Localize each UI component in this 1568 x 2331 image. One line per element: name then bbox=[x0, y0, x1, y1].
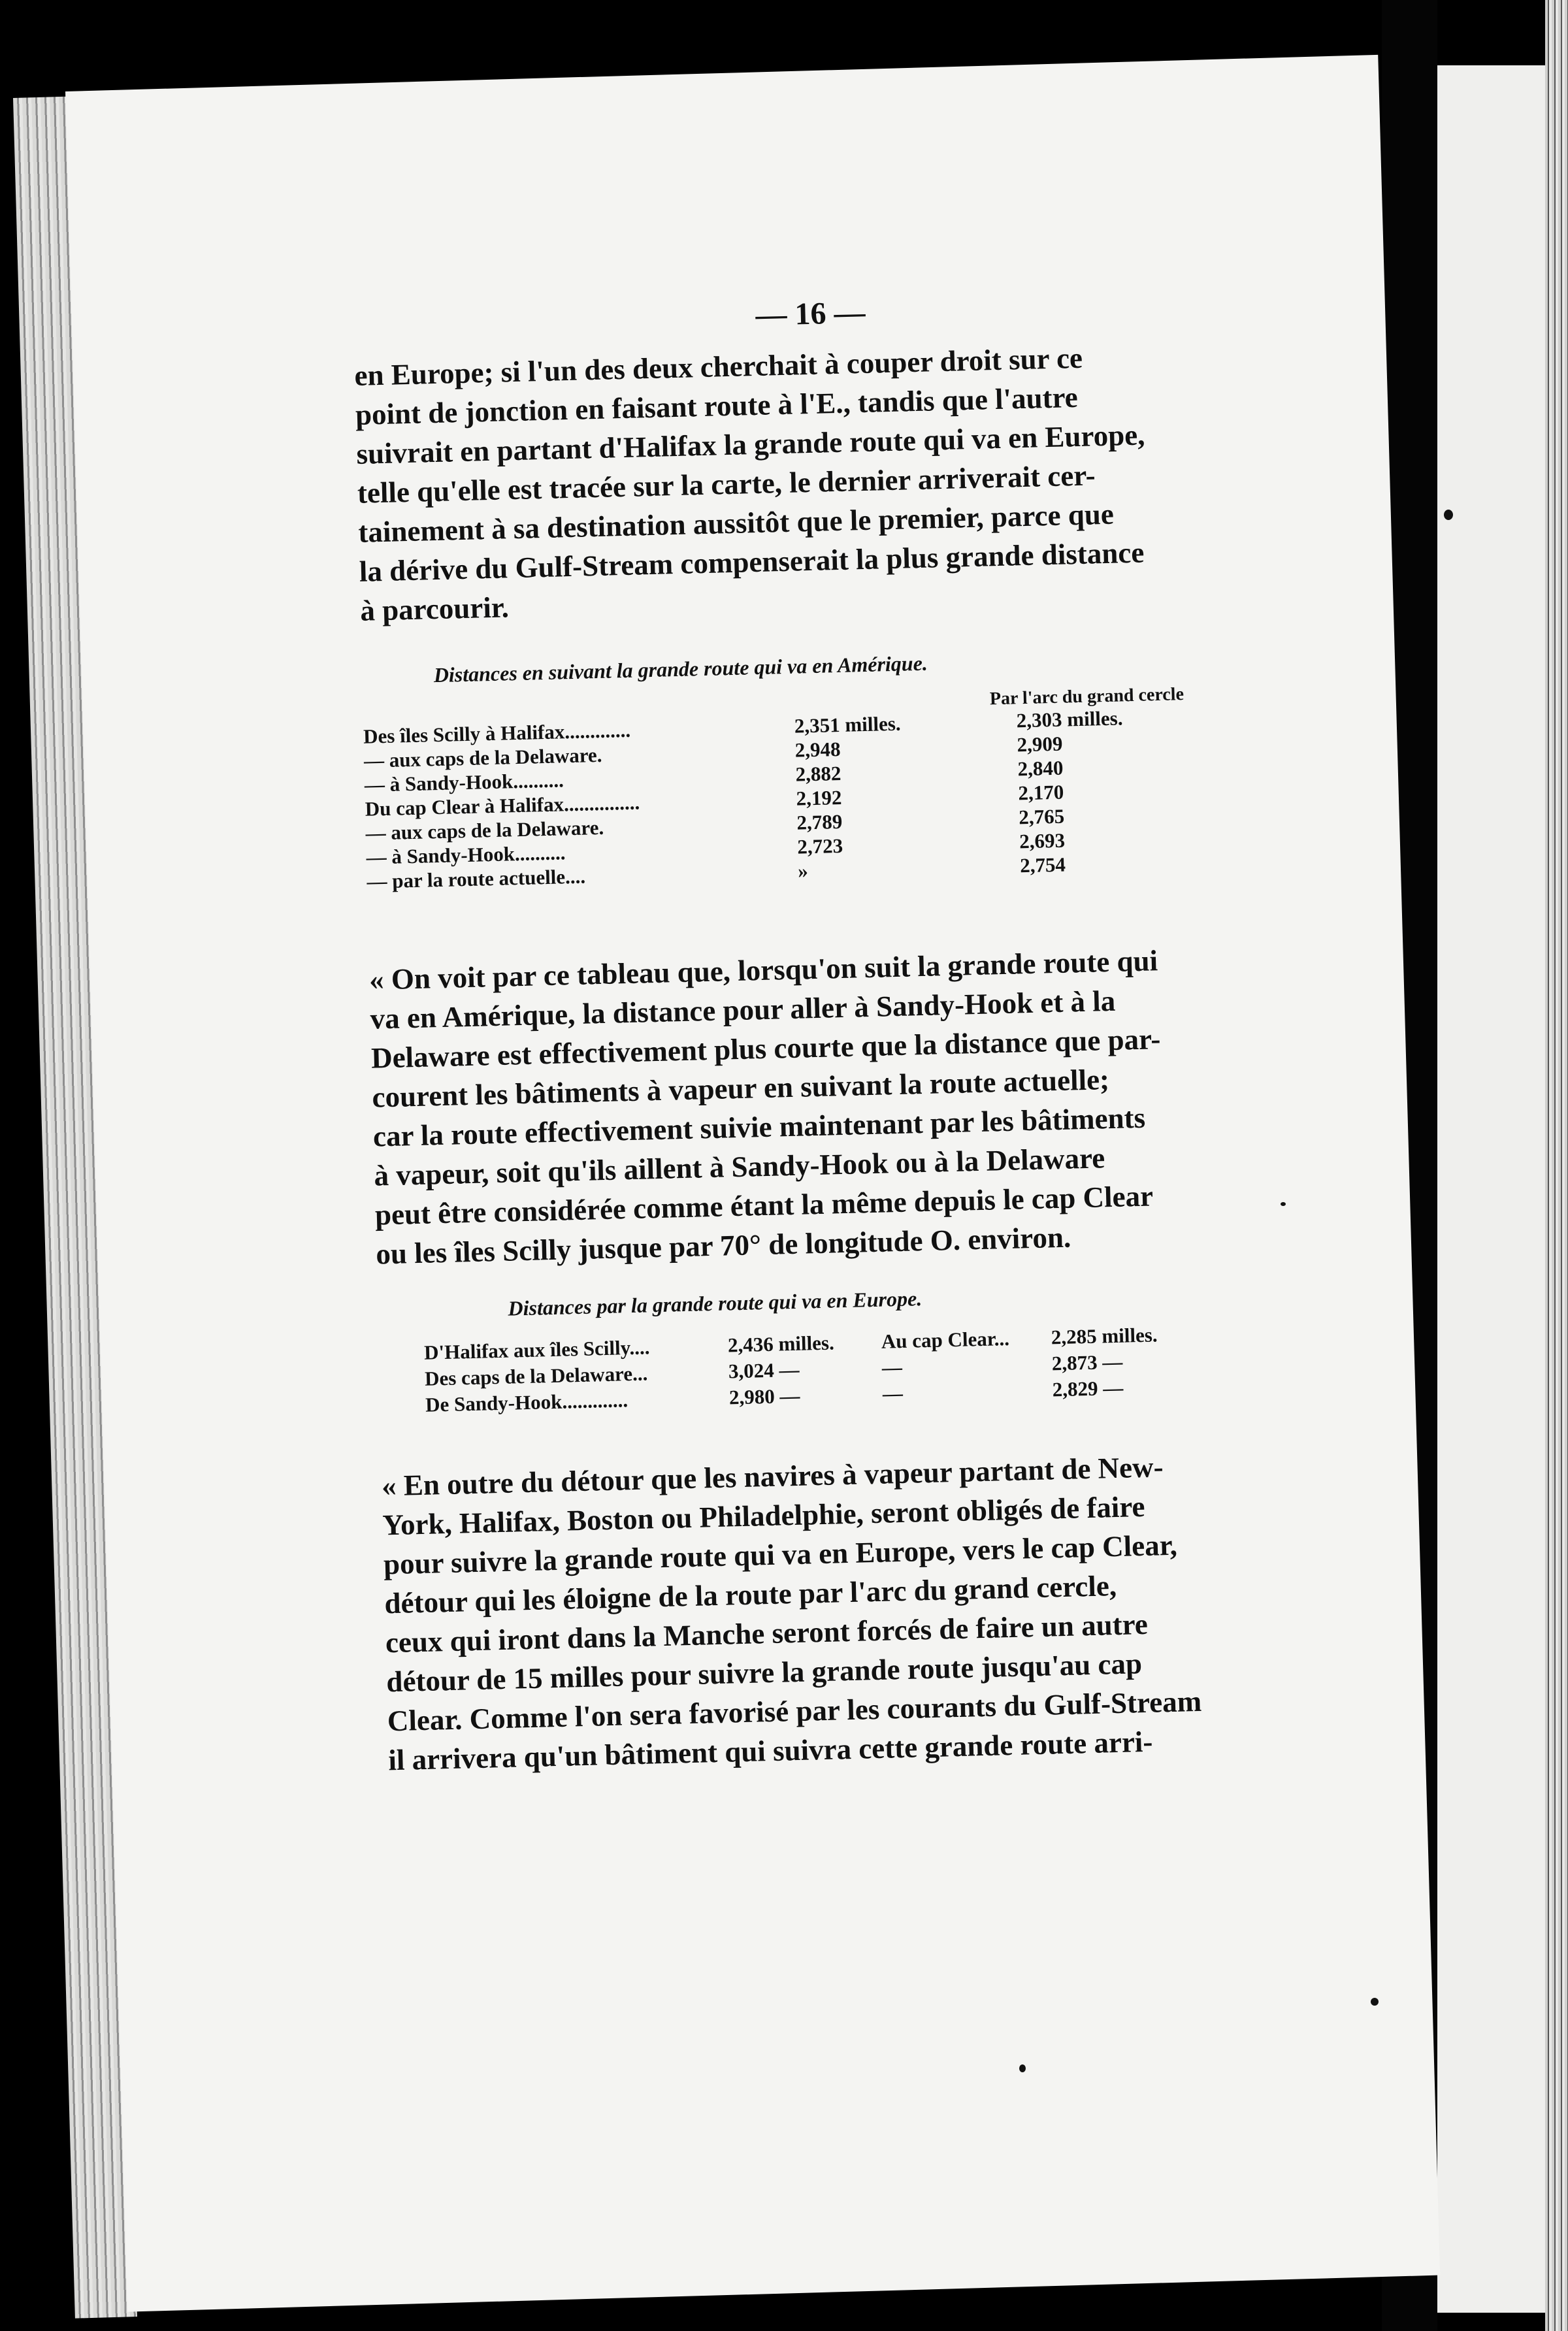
cap-clear-label: Au cap Clear... bbox=[881, 1326, 1010, 1353]
arc-distance: 2,829 — bbox=[1052, 1376, 1124, 1401]
table-row bbox=[425, 1376, 1124, 1417]
cap-clear-label: — bbox=[881, 1355, 903, 1379]
table-1-column-header: Par l'arc du grand cercle bbox=[989, 684, 1184, 709]
arc-distance: 2,765 bbox=[1018, 804, 1065, 829]
arc-distance: 2,693 bbox=[1019, 828, 1066, 853]
text-line: la dérive du Gulf-Stream compenserait la plus grande distance bbox=[359, 536, 1145, 588]
text-line: York, Halifax, Boston ou Philadelphie, seront obligés de faire bbox=[382, 1490, 1146, 1542]
text-line: telle qu'elle est tracée sur la carte, le dernier arriverait cer- bbox=[357, 459, 1096, 510]
arc-distance: 2,170 bbox=[1018, 780, 1064, 805]
route-distance: 2,789 bbox=[796, 809, 843, 834]
arc-distance: 2,840 bbox=[1017, 756, 1064, 781]
text-line: pour suivre la grande route qui va en Europe, vers le cap Clear, bbox=[383, 1528, 1178, 1581]
arc-distance: 2,754 bbox=[1019, 853, 1066, 877]
text-line: Clear. Comme l'on sera favorisé par les courants du Gulf-Stream bbox=[387, 1684, 1202, 1738]
text-line: Delaware est effectivement plus courte que la distance que par- bbox=[370, 1022, 1161, 1075]
text-line: point de jonction en faisant route à l'E., tandis que l'autre bbox=[355, 380, 1079, 431]
text-line: détour de 15 milles pour suivre la grande route jusqu'au cap bbox=[385, 1647, 1143, 1699]
route-distance: 2,723 bbox=[796, 834, 843, 858]
route-distance: » bbox=[797, 859, 809, 883]
row-label: Des caps de la Delaware... bbox=[424, 1361, 648, 1390]
facing-page-edge bbox=[1545, 0, 1568, 2331]
row-label: D'Halifax aux îles Scilly.... bbox=[423, 1335, 650, 1364]
table-1-heading: Distances en suivant la grande route qui va en Amérique. bbox=[433, 651, 928, 687]
route-distance: 3,024 — bbox=[728, 1358, 800, 1383]
paragraph-2 bbox=[368, 939, 1232, 1274]
route-distance: 2,948 bbox=[794, 737, 841, 762]
route-distance: 2,192 bbox=[796, 785, 842, 810]
distance-table-europe bbox=[424, 1320, 1301, 1433]
text-line: à parcourir. bbox=[359, 591, 510, 627]
text-line: « En outre du détour que les navires à vapeur partant de New- bbox=[381, 1450, 1164, 1503]
text-line: à vapeur, soit qu'ils aillent à Sandy-Hook ou à la Delaware bbox=[373, 1141, 1105, 1192]
row-label: — aux caps de la Delaware. bbox=[365, 815, 604, 845]
text-line: ceux qui iront dans la Manche seront forcés de faire un autre bbox=[385, 1607, 1149, 1659]
cap-clear-label: — bbox=[882, 1381, 904, 1405]
page-number: — 16 — bbox=[755, 295, 866, 333]
route-distance: 2,980 — bbox=[728, 1384, 800, 1409]
route-distance: 2,351 milles. bbox=[794, 711, 901, 738]
table-2-heading: Distances par la grande route qui va en Europe. bbox=[508, 1286, 923, 1320]
row-label: — aux caps de la Delaware. bbox=[363, 743, 602, 772]
paragraph-3 bbox=[381, 1445, 1244, 1780]
text-line: va en Amérique, la distance pour aller à Sandy-Hook et à la bbox=[370, 984, 1116, 1035]
arc-distance: 2,873 — bbox=[1051, 1350, 1123, 1375]
text-line: ou les îles Scilly jusque par 70° de longitude O. environ. bbox=[375, 1220, 1071, 1271]
route-distance: 2,882 bbox=[795, 761, 841, 786]
route-distance: 2,436 milles. bbox=[727, 1331, 835, 1357]
arc-distance: 2,909 bbox=[1017, 732, 1063, 757]
arc-distance: 2,303 milles. bbox=[1016, 706, 1123, 732]
row-label: De Sandy-Hook............. bbox=[425, 1388, 629, 1416]
ink-speck bbox=[1371, 1998, 1379, 2006]
distance-table-america bbox=[363, 703, 1269, 921]
row-label: — par la route actuelle.... bbox=[367, 864, 586, 893]
row-label: Des îles Scilly à Halifax............. bbox=[363, 718, 631, 748]
text-line: peut être considérée comme étant la même depuis le cap Clear bbox=[374, 1179, 1154, 1231]
text-line: en Europe; si l'un des deux cherchait à couper droit sur ce bbox=[353, 341, 1083, 392]
text-line: courent les bâtiments à vapeur en suivant la route actuelle; bbox=[371, 1063, 1110, 1114]
row-label: — à Sandy-Hook.......... bbox=[364, 768, 564, 796]
row-label: Du cap Clear à Halifax............... bbox=[365, 791, 640, 821]
paragraph-1 bbox=[354, 335, 1217, 630]
page-content bbox=[353, 285, 1307, 1940]
text-line: détour qui les éloigne de la route par l'arc du grand cercle, bbox=[384, 1569, 1117, 1620]
ink-speck bbox=[1019, 2064, 1026, 2072]
text-line: il arrivera qu'un bâtiment qui suivra cette grande route arri- bbox=[387, 1725, 1153, 1777]
text-line: suivrait en partant d'Halifax la grande route qui va en Europe, bbox=[355, 418, 1145, 470]
ink-speck bbox=[1444, 510, 1453, 520]
arc-distance: 2,285 milles. bbox=[1051, 1323, 1158, 1349]
text-line: tainement à sa destination aussitôt que le premier, parce que bbox=[357, 497, 1115, 549]
row-label: — à Sandy-Hook.......... bbox=[366, 841, 566, 869]
text-line: car la route effectivement suivie maintenant par les bâtiments bbox=[372, 1101, 1146, 1153]
text-line: « On voit par ce tableau que, lorsqu'on suit la grande route qui bbox=[368, 944, 1158, 996]
